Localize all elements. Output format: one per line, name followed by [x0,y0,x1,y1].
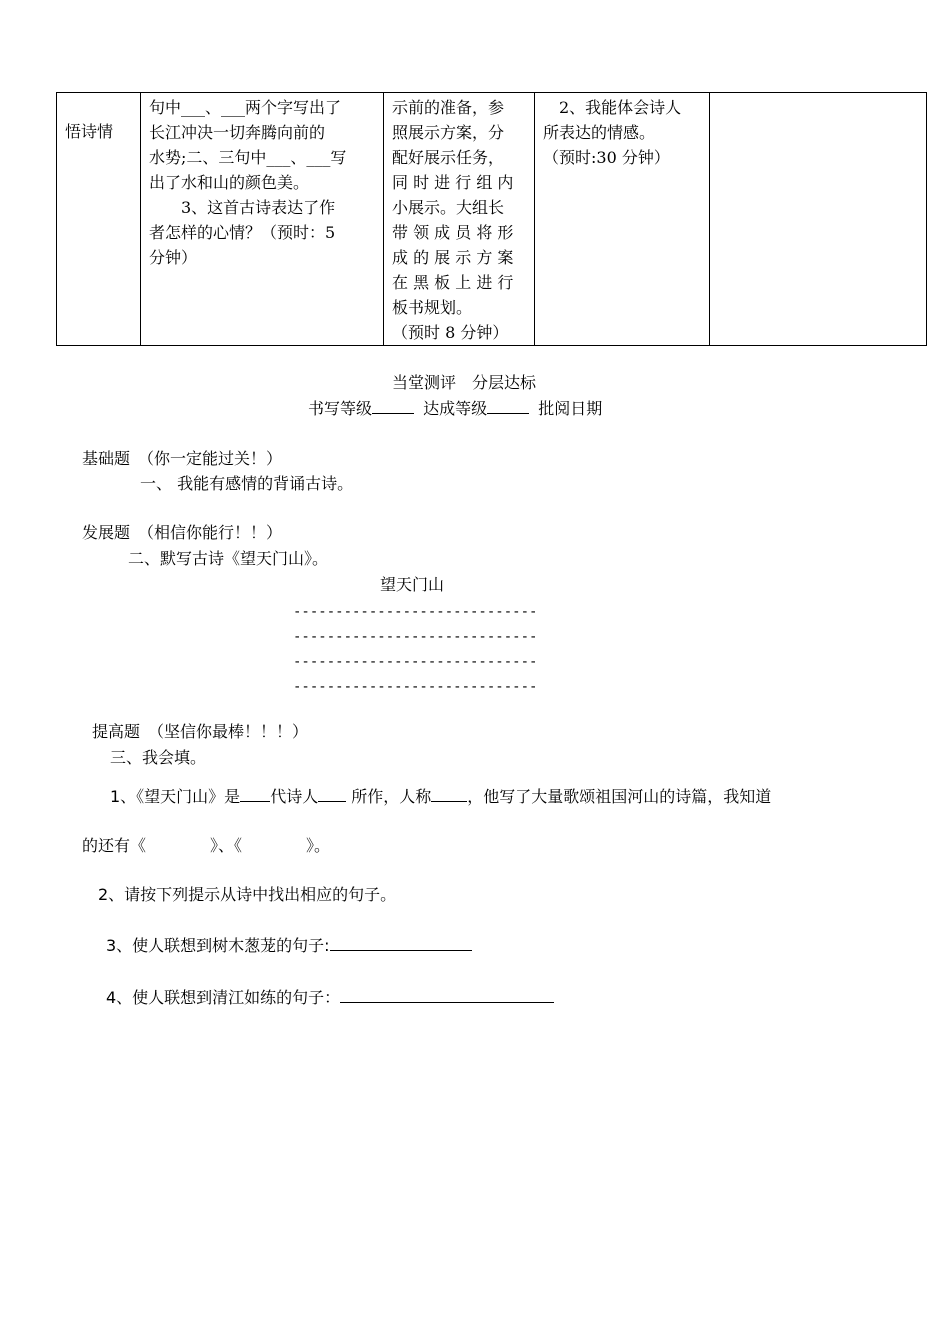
q4-text: 4、使人联想到清江如练的句子： [106,988,341,1007]
cell-line: 者怎样的心情？（预时：5 [149,223,336,242]
q1-text: 所作，人称 [346,787,432,806]
achieve-grade-blank[interactable] [487,397,529,414]
cell-line: 小展示。大组长 [392,198,505,217]
goal-cell [535,93,710,346]
section-title: 当堂测评 分层达标 [392,373,537,392]
cell-line: 出了水和山的颜色美。 [149,173,310,192]
dictation-lines [293,600,537,700]
question-1-line2: 的还有《 》、《 》。 [82,836,331,855]
stage-label: 悟诗情 [65,122,114,141]
basic-item: 一、 我能有感情的背诵古诗。 [140,474,354,493]
question-3 [106,932,472,956]
cell-line: 所表达的情感。 [543,123,656,142]
cell-line: 照展示方案，分 [392,123,505,142]
cell-line: 3、这首古诗表达了作 [149,198,336,217]
dynasty-blank[interactable] [240,783,270,802]
dictation-line[interactable]: ----------------------------- [293,654,538,670]
cell-line: 成 的 展 示 方 案 [392,248,514,267]
cell-line: 分钟） [149,248,198,267]
cell-line: 在 黑 板 上 进 行 [392,273,514,292]
basic-heading: 基础题 （你一定能过关！） [82,449,283,468]
q1-text: ，他写了大量歌颂祖国河山的诗篇，我知道 [467,787,772,806]
cell-line: 带 领 成 员 将 形 [392,223,514,242]
writing-grade-blank[interactable] [372,397,414,414]
question-2: 2、请按下列提示从诗中找出相应的句子。 [98,885,397,904]
develop-heading: 发展题 （相信你能行！！） [82,523,283,542]
questions-cell [141,93,384,346]
advanced-heading: 提高题 （坚信你最棒！！！） [92,722,309,741]
q3-text: 3、使人联想到树木葱茏的句子: [106,936,330,955]
grade-line [308,396,602,419]
q1-text: 1、《望天门山》是 [110,787,241,806]
q1-text: 代诗人 [270,787,319,806]
cell-line: （预时:30 分钟） [543,148,670,167]
poet-blank[interactable] [318,783,346,802]
cell-line: 句中___、___两个字写出了 [149,98,342,117]
cell-line: 示前的准备，参 [392,98,505,117]
review-date-label: 批阅日期 [538,399,603,418]
dictation-line[interactable]: ----------------------------- [293,604,538,620]
cell-line: 2、我能体会诗人 [543,98,682,117]
stage-cell [57,93,141,346]
advanced-item: 三、我会填。 [110,748,207,767]
cell-line: （预时 8 分钟） [392,323,509,342]
poem-title: 望天门山 [380,575,445,594]
dictation-line[interactable]: ----------------------------- [293,679,538,695]
question-4 [106,984,554,1008]
question-1 [110,783,771,807]
achieve-grade-label: 达成等级 [423,399,488,418]
q3-answer-blank[interactable] [330,932,472,951]
activity-cell [384,93,535,346]
notes-cell [710,93,927,346]
title-blank[interactable] [431,783,467,802]
table-row [57,93,927,346]
develop-item: 二、默写古诗《望天门山》。 [128,549,329,568]
writing-grade-label: 书写等级 [308,399,373,418]
cell-line: 水势;二、三句中___、___写 [149,148,347,167]
dictation-line[interactable]: ----------------------------- [293,629,538,645]
cell-line: 板书规划。 [392,298,473,317]
cell-line: 长江冲决一切奔腾向前的 [149,123,326,142]
cell-line: 配好展示任务， [392,148,505,167]
cell-line: 同 时 进 行 组 内 [392,173,514,192]
lesson-plan-table [56,92,927,346]
q4-answer-blank[interactable] [340,984,554,1003]
